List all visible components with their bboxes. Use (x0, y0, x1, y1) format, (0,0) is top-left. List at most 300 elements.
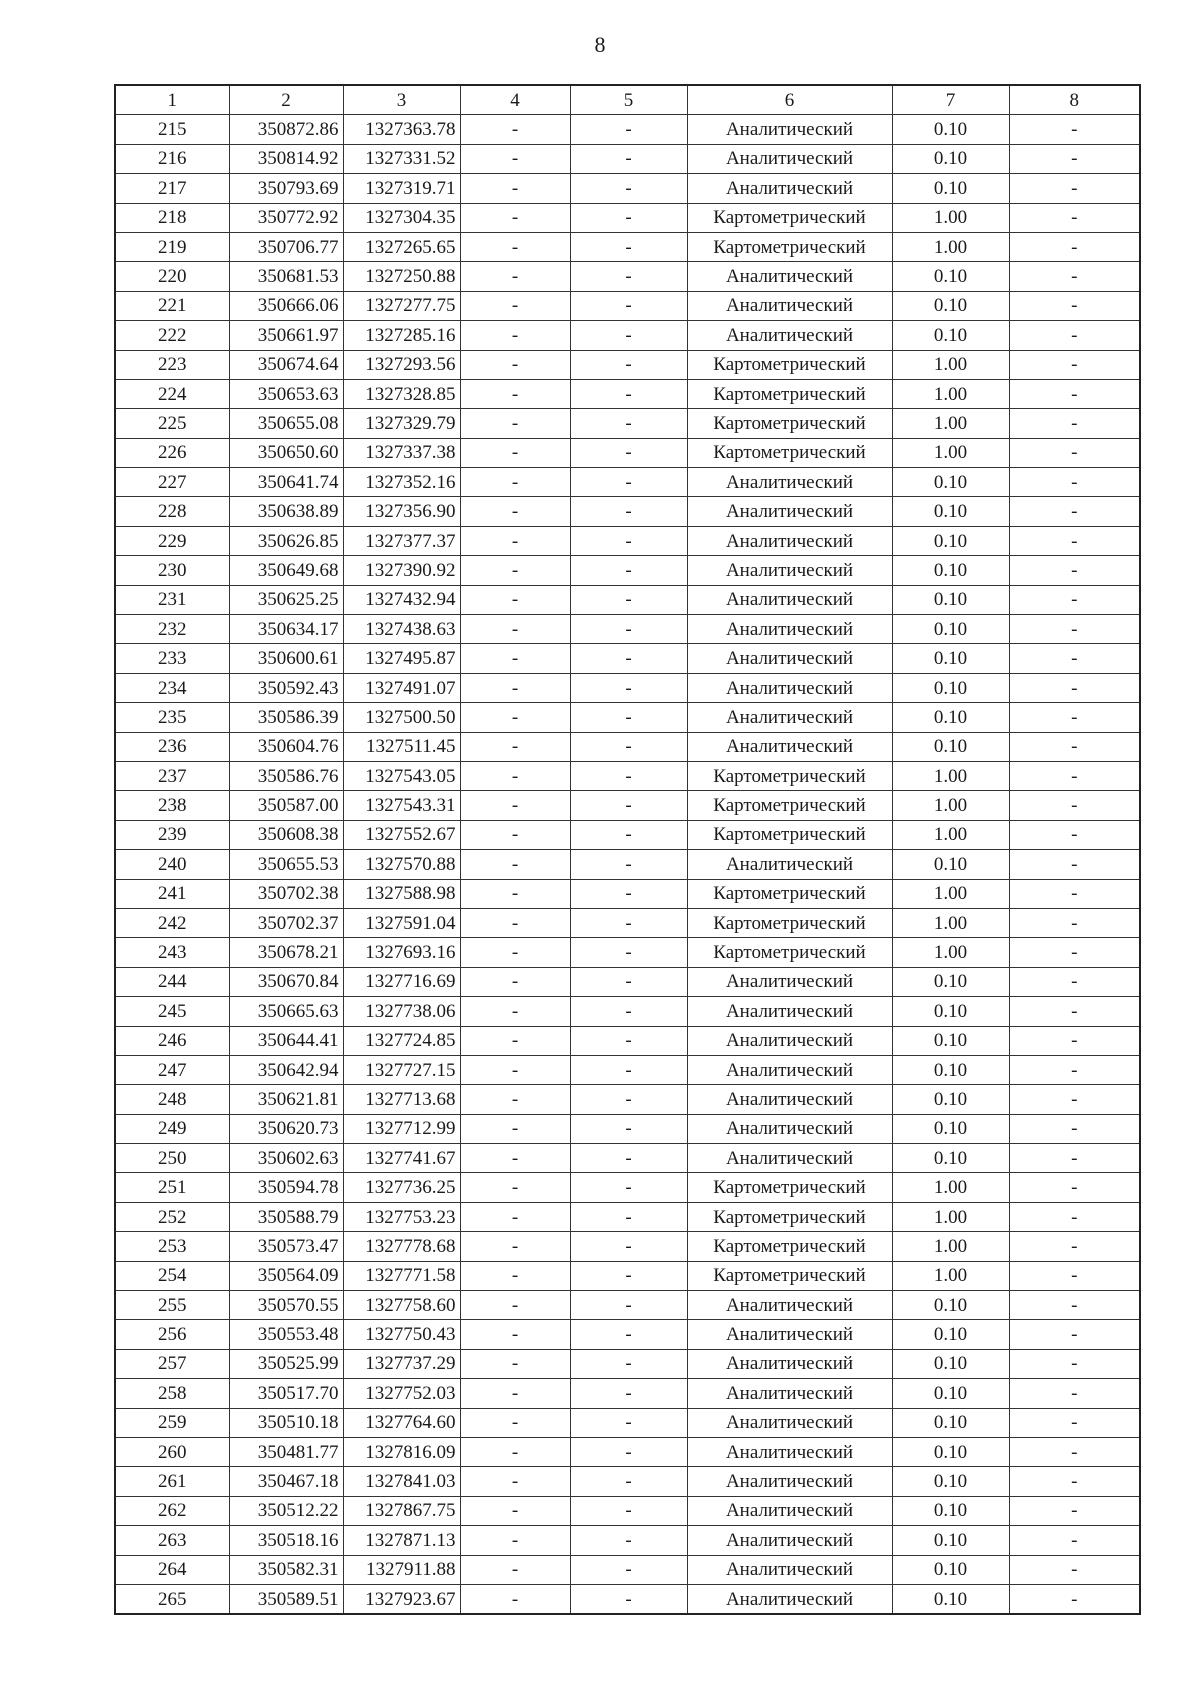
accuracy-cell: 0.10 (892, 1526, 1009, 1555)
column-8-cell: - (1009, 938, 1140, 967)
column-8-cell: - (1009, 1291, 1140, 1320)
x-coordinate-cell: 350814.92 (229, 144, 343, 173)
x-coordinate-cell: 350588.79 (229, 1202, 343, 1231)
y-coordinate-cell: 1327816.09 (343, 1437, 460, 1466)
column-5-cell: - (570, 497, 687, 526)
column-header: 6 (687, 85, 892, 115)
point-number-cell: 229 (115, 526, 229, 555)
column-4-cell: - (460, 1437, 570, 1466)
column-header: 7 (892, 85, 1009, 115)
column-5-cell: - (570, 908, 687, 937)
column-4-cell: - (460, 262, 570, 291)
method-cell: Картометрический (687, 232, 892, 261)
x-coordinate-cell: 350518.16 (229, 1526, 343, 1555)
table-row (115, 379, 1140, 408)
method-cell: Картометрический (687, 379, 892, 408)
method-cell: Аналитический (687, 115, 892, 144)
column-8-cell: - (1009, 1055, 1140, 1084)
y-coordinate-cell: 1327693.16 (343, 938, 460, 967)
accuracy-cell: 0.10 (892, 967, 1009, 996)
column-8-cell: - (1009, 1379, 1140, 1408)
method-cell: Аналитический (687, 262, 892, 291)
accuracy-cell: 0.10 (892, 732, 1009, 761)
y-coordinate-cell: 1327738.06 (343, 997, 460, 1026)
coordinates-table (114, 84, 1141, 1615)
point-number-cell: 259 (115, 1408, 229, 1437)
method-cell: Аналитический (687, 1055, 892, 1084)
method-cell: Аналитический (687, 497, 892, 526)
column-4-cell: - (460, 1467, 570, 1496)
point-number-cell: 231 (115, 585, 229, 614)
table-row (115, 115, 1140, 144)
x-coordinate-cell: 350604.76 (229, 732, 343, 761)
table-row (115, 1114, 1140, 1143)
point-number-cell: 248 (115, 1085, 229, 1114)
accuracy-cell: 1.00 (892, 232, 1009, 261)
method-cell: Аналитический (687, 967, 892, 996)
column-8-cell: - (1009, 174, 1140, 203)
column-8-cell: - (1009, 1144, 1140, 1173)
table-row (115, 879, 1140, 908)
table-row (115, 761, 1140, 790)
accuracy-cell: 0.10 (892, 1584, 1009, 1614)
x-coordinate-cell: 350638.89 (229, 497, 343, 526)
method-cell: Аналитический (687, 556, 892, 585)
accuracy-cell: 0.10 (892, 644, 1009, 673)
column-5-cell: - (570, 468, 687, 497)
y-coordinate-cell: 1327591.04 (343, 908, 460, 937)
column-4-cell: - (460, 291, 570, 320)
table-row (115, 1496, 1140, 1525)
accuracy-cell: 0.10 (892, 1379, 1009, 1408)
column-8-cell: - (1009, 908, 1140, 937)
y-coordinate-cell: 1327716.69 (343, 967, 460, 996)
method-cell: Картометрический (687, 761, 892, 790)
y-coordinate-cell: 1327328.85 (343, 379, 460, 408)
y-coordinate-cell: 1327329.79 (343, 409, 460, 438)
y-coordinate-cell: 1327727.15 (343, 1055, 460, 1084)
x-coordinate-cell: 350620.73 (229, 1114, 343, 1143)
point-number-cell: 216 (115, 144, 229, 173)
point-number-cell: 245 (115, 997, 229, 1026)
table-row (115, 1026, 1140, 1055)
y-coordinate-cell: 1327319.71 (343, 174, 460, 203)
x-coordinate-cell: 350594.78 (229, 1173, 343, 1202)
column-5-cell: - (570, 879, 687, 908)
column-5-cell: - (570, 232, 687, 261)
column-8-cell: - (1009, 1085, 1140, 1114)
method-cell: Аналитический (687, 1526, 892, 1555)
y-coordinate-cell: 1327552.67 (343, 820, 460, 849)
method-cell: Аналитический (687, 1379, 892, 1408)
table-row (115, 526, 1140, 555)
y-coordinate-cell: 1327250.88 (343, 262, 460, 291)
x-coordinate-cell: 350702.38 (229, 879, 343, 908)
point-number-cell: 234 (115, 673, 229, 702)
column-5-cell: - (570, 321, 687, 350)
column-header: 8 (1009, 85, 1140, 115)
accuracy-cell: 0.10 (892, 1144, 1009, 1173)
column-5-cell: - (570, 967, 687, 996)
point-number-cell: 217 (115, 174, 229, 203)
accuracy-cell: 1.00 (892, 1232, 1009, 1261)
y-coordinate-cell: 1327432.94 (343, 585, 460, 614)
table-row (115, 1055, 1140, 1084)
method-cell: Картометрический (687, 350, 892, 379)
y-coordinate-cell: 1327588.98 (343, 879, 460, 908)
y-coordinate-cell: 1327377.37 (343, 526, 460, 555)
x-coordinate-cell: 350665.63 (229, 997, 343, 1026)
y-coordinate-cell: 1327778.68 (343, 1232, 460, 1261)
column-5-cell: - (570, 1584, 687, 1614)
column-5-cell: - (570, 1173, 687, 1202)
table-row (115, 938, 1140, 967)
y-coordinate-cell: 1327911.88 (343, 1555, 460, 1584)
column-4-cell: - (460, 1379, 570, 1408)
column-5-cell: - (570, 379, 687, 408)
x-coordinate-cell: 350653.63 (229, 379, 343, 408)
column-header: 2 (229, 85, 343, 115)
method-cell: Аналитический (687, 291, 892, 320)
y-coordinate-cell: 1327867.75 (343, 1496, 460, 1525)
column-8-cell: - (1009, 526, 1140, 555)
method-cell: Картометрический (687, 938, 892, 967)
point-number-cell: 226 (115, 438, 229, 467)
accuracy-cell: 0.10 (892, 1055, 1009, 1084)
table-row (115, 497, 1140, 526)
column-8-cell: - (1009, 115, 1140, 144)
column-8-cell: - (1009, 350, 1140, 379)
x-coordinate-cell: 350655.53 (229, 850, 343, 879)
column-5-cell: - (570, 144, 687, 173)
x-coordinate-cell: 350564.09 (229, 1261, 343, 1290)
column-4-cell: - (460, 585, 570, 614)
x-coordinate-cell: 350481.77 (229, 1437, 343, 1466)
table-row (115, 1202, 1140, 1231)
point-number-cell: 255 (115, 1291, 229, 1320)
column-4-cell: - (460, 438, 570, 467)
column-8-cell: - (1009, 497, 1140, 526)
point-number-cell: 240 (115, 850, 229, 879)
method-cell: Аналитический (687, 1114, 892, 1143)
accuracy-cell: 0.10 (892, 1408, 1009, 1437)
table-row (115, 1584, 1140, 1614)
method-cell: Аналитический (687, 997, 892, 1026)
column-4-cell: - (460, 1555, 570, 1584)
column-4-cell: - (460, 468, 570, 497)
point-number-cell: 263 (115, 1526, 229, 1555)
column-5-cell: - (570, 438, 687, 467)
column-4-cell: - (460, 409, 570, 438)
column-4-cell: - (460, 703, 570, 732)
column-8-cell: - (1009, 1261, 1140, 1290)
column-8-cell: - (1009, 820, 1140, 849)
point-number-cell: 261 (115, 1467, 229, 1496)
table-row (115, 1320, 1140, 1349)
column-5-cell: - (570, 115, 687, 144)
accuracy-cell: 0.10 (892, 1437, 1009, 1466)
column-4-cell: - (460, 879, 570, 908)
x-coordinate-cell: 350589.51 (229, 1584, 343, 1614)
accuracy-cell: 1.00 (892, 908, 1009, 937)
table-row (115, 1173, 1140, 1202)
accuracy-cell: 0.10 (892, 1026, 1009, 1055)
column-8-cell: - (1009, 644, 1140, 673)
table-row (115, 468, 1140, 497)
column-4-cell: - (460, 350, 570, 379)
accuracy-cell: 0.10 (892, 468, 1009, 497)
table-row (115, 820, 1140, 849)
method-cell: Картометрический (687, 791, 892, 820)
point-number-cell: 224 (115, 379, 229, 408)
point-number-cell: 228 (115, 497, 229, 526)
column-8-cell: - (1009, 321, 1140, 350)
column-4-cell: - (460, 1202, 570, 1231)
column-8-cell: - (1009, 615, 1140, 644)
y-coordinate-cell: 1327752.03 (343, 1379, 460, 1408)
method-cell: Картометрический (687, 203, 892, 232)
method-cell: Аналитический (687, 1144, 892, 1173)
method-cell: Аналитический (687, 1437, 892, 1466)
table-row (115, 1349, 1140, 1378)
y-coordinate-cell: 1327764.60 (343, 1408, 460, 1437)
method-cell: Аналитический (687, 1584, 892, 1614)
method-cell: Аналитический (687, 321, 892, 350)
column-8-cell: - (1009, 1202, 1140, 1231)
accuracy-cell: 0.10 (892, 144, 1009, 173)
table-row (115, 1437, 1140, 1466)
column-8-cell: - (1009, 203, 1140, 232)
accuracy-cell: 1.00 (892, 350, 1009, 379)
column-5-cell: - (570, 409, 687, 438)
y-coordinate-cell: 1327771.58 (343, 1261, 460, 1290)
point-number-cell: 256 (115, 1320, 229, 1349)
accuracy-cell: 1.00 (892, 938, 1009, 967)
point-number-cell: 230 (115, 556, 229, 585)
accuracy-cell: 0.10 (892, 1291, 1009, 1320)
point-number-cell: 249 (115, 1114, 229, 1143)
method-cell: Аналитический (687, 644, 892, 673)
method-cell: Аналитический (687, 468, 892, 497)
table-row (115, 1085, 1140, 1114)
table-row (115, 174, 1140, 203)
x-coordinate-cell: 350586.76 (229, 761, 343, 790)
y-coordinate-cell: 1327491.07 (343, 673, 460, 702)
table-row (115, 556, 1140, 585)
column-4-cell: - (460, 732, 570, 761)
x-coordinate-cell: 350661.97 (229, 321, 343, 350)
table-row (115, 1144, 1140, 1173)
point-number-cell: 254 (115, 1261, 229, 1290)
method-cell: Картометрический (687, 1232, 892, 1261)
column-5-cell: - (570, 262, 687, 291)
point-number-cell: 220 (115, 262, 229, 291)
column-5-cell: - (570, 1526, 687, 1555)
y-coordinate-cell: 1327750.43 (343, 1320, 460, 1349)
column-8-cell: - (1009, 468, 1140, 497)
accuracy-cell: 0.10 (892, 291, 1009, 320)
point-number-cell: 223 (115, 350, 229, 379)
y-coordinate-cell: 1327713.68 (343, 1085, 460, 1114)
column-8-cell: - (1009, 1408, 1140, 1437)
y-coordinate-cell: 1327265.65 (343, 232, 460, 261)
y-coordinate-cell: 1327543.05 (343, 761, 460, 790)
column-4-cell: - (460, 115, 570, 144)
column-5-cell: - (570, 1202, 687, 1231)
y-coordinate-cell: 1327363.78 (343, 115, 460, 144)
y-coordinate-cell: 1327390.92 (343, 556, 460, 585)
column-5-cell: - (570, 761, 687, 790)
x-coordinate-cell: 350649.68 (229, 556, 343, 585)
table-row (115, 908, 1140, 937)
table-row (115, 350, 1140, 379)
column-5-cell: - (570, 703, 687, 732)
column-5-cell: - (570, 585, 687, 614)
column-4-cell: - (460, 1173, 570, 1202)
column-8-cell: - (1009, 1437, 1140, 1466)
column-8-cell: - (1009, 1467, 1140, 1496)
x-coordinate-cell: 350512.22 (229, 1496, 343, 1525)
x-coordinate-cell: 350626.85 (229, 526, 343, 555)
accuracy-cell: 0.10 (892, 262, 1009, 291)
x-coordinate-cell: 350872.86 (229, 115, 343, 144)
table-row (115, 791, 1140, 820)
column-5-cell: - (570, 673, 687, 702)
y-coordinate-cell: 1327337.38 (343, 438, 460, 467)
column-4-cell: - (460, 174, 570, 203)
column-5-cell: - (570, 1408, 687, 1437)
method-cell: Аналитический (687, 526, 892, 555)
column-5-cell: - (570, 791, 687, 820)
column-8-cell: - (1009, 232, 1140, 261)
x-coordinate-cell: 350510.18 (229, 1408, 343, 1437)
column-5-cell: - (570, 615, 687, 644)
method-cell: Аналитический (687, 585, 892, 614)
column-4-cell: - (460, 1291, 570, 1320)
column-4-cell: - (460, 526, 570, 555)
column-5-cell: - (570, 174, 687, 203)
table-row (115, 203, 1140, 232)
column-4-cell: - (460, 203, 570, 232)
point-number-cell: 222 (115, 321, 229, 350)
table-row (115, 1232, 1140, 1261)
accuracy-cell: 0.10 (892, 1085, 1009, 1114)
method-cell: Картометрический (687, 438, 892, 467)
column-8-cell: - (1009, 1320, 1140, 1349)
method-cell: Аналитический (687, 1408, 892, 1437)
column-8-cell: - (1009, 1526, 1140, 1555)
point-number-cell: 244 (115, 967, 229, 996)
point-number-cell: 257 (115, 1349, 229, 1378)
table-row (115, 703, 1140, 732)
column-8-cell: - (1009, 585, 1140, 614)
point-number-cell: 219 (115, 232, 229, 261)
accuracy-cell: 1.00 (892, 1261, 1009, 1290)
point-number-cell: 243 (115, 938, 229, 967)
accuracy-cell: 1.00 (892, 791, 1009, 820)
y-coordinate-cell: 1327438.63 (343, 615, 460, 644)
table-row (115, 144, 1140, 173)
column-5-cell: - (570, 556, 687, 585)
x-coordinate-cell: 350600.61 (229, 644, 343, 673)
method-cell: Аналитический (687, 673, 892, 702)
table-row (115, 321, 1140, 350)
column-4-cell: - (460, 144, 570, 173)
x-coordinate-cell: 350706.77 (229, 232, 343, 261)
y-coordinate-cell: 1327331.52 (343, 144, 460, 173)
column-4-cell: - (460, 850, 570, 879)
column-8-cell: - (1009, 673, 1140, 702)
column-8-cell: - (1009, 1555, 1140, 1584)
column-5-cell: - (570, 291, 687, 320)
x-coordinate-cell: 350582.31 (229, 1555, 343, 1584)
point-number-cell: 253 (115, 1232, 229, 1261)
x-coordinate-cell: 350644.41 (229, 1026, 343, 1055)
method-cell: Аналитический (687, 1291, 892, 1320)
column-4-cell: - (460, 1496, 570, 1525)
method-cell: Картометрический (687, 820, 892, 849)
accuracy-cell: 1.00 (892, 1202, 1009, 1231)
accuracy-cell: 1.00 (892, 203, 1009, 232)
x-coordinate-cell: 350570.55 (229, 1291, 343, 1320)
column-8-cell: - (1009, 1496, 1140, 1525)
y-coordinate-cell: 1327500.50 (343, 703, 460, 732)
table-row (115, 615, 1140, 644)
column-5-cell: - (570, 1114, 687, 1143)
column-4-cell: - (460, 615, 570, 644)
column-4-cell: - (460, 938, 570, 967)
column-5-cell: - (570, 1232, 687, 1261)
column-4-cell: - (460, 232, 570, 261)
accuracy-cell: 1.00 (892, 1173, 1009, 1202)
accuracy-cell: 1.00 (892, 879, 1009, 908)
column-4-cell: - (460, 1026, 570, 1055)
column-4-cell: - (460, 1408, 570, 1437)
column-8-cell: - (1009, 850, 1140, 879)
column-8-cell: - (1009, 879, 1140, 908)
point-number-cell: 238 (115, 791, 229, 820)
column-8-cell: - (1009, 1349, 1140, 1378)
method-cell: Картометрический (687, 409, 892, 438)
y-coordinate-cell: 1327724.85 (343, 1026, 460, 1055)
table-row (115, 409, 1140, 438)
x-coordinate-cell: 350772.92 (229, 203, 343, 232)
page-number: 8 (594, 32, 606, 57)
column-5-cell: - (570, 1026, 687, 1055)
accuracy-cell: 0.10 (892, 115, 1009, 144)
column-4-cell: - (460, 1114, 570, 1143)
column-5-cell: - (570, 203, 687, 232)
y-coordinate-cell: 1327356.90 (343, 497, 460, 526)
accuracy-cell: 1.00 (892, 379, 1009, 408)
y-coordinate-cell: 1327923.67 (343, 1584, 460, 1614)
table-row (115, 644, 1140, 673)
accuracy-cell: 0.10 (892, 850, 1009, 879)
x-coordinate-cell: 350681.53 (229, 262, 343, 291)
y-coordinate-cell: 1327753.23 (343, 1202, 460, 1231)
column-4-cell: - (460, 820, 570, 849)
column-5-cell: - (570, 1496, 687, 1525)
column-8-cell: - (1009, 703, 1140, 732)
method-cell: Картометрический (687, 1261, 892, 1290)
accuracy-cell: 0.10 (892, 1496, 1009, 1525)
point-number-cell: 251 (115, 1173, 229, 1202)
column-4-cell: - (460, 908, 570, 937)
column-5-cell: - (570, 1349, 687, 1378)
column-5-cell: - (570, 997, 687, 1026)
accuracy-cell: 1.00 (892, 438, 1009, 467)
column-8-cell: - (1009, 262, 1140, 291)
